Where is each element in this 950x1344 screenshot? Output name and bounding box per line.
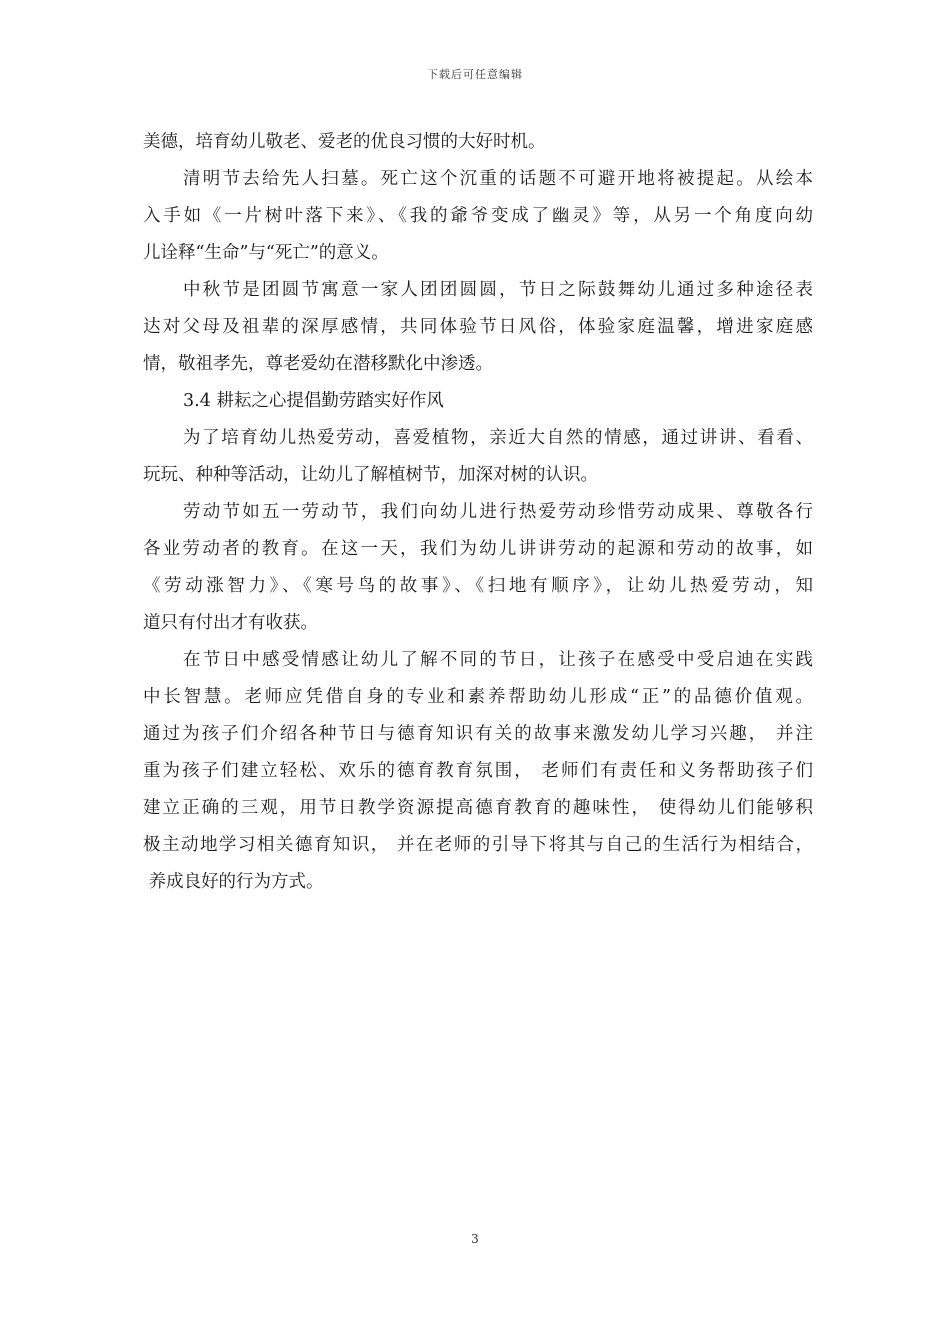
text-line: 儿诠释“生命”与“死亡”的意义。: [143, 243, 389, 263]
page-header: 下载后可任意编辑: [427, 68, 523, 81]
text-line: 通过为孩子们介绍各种节日与德育知识有关的故事来激发幼儿学习兴趣， 并注: [143, 724, 813, 744]
text-line: 情，敬祖孝先，尊老爱幼在潜移默化中渗透。: [143, 354, 493, 374]
text-line: 美德，培育幼儿敬老、爱老的优良习惯的大好时机。: [143, 132, 546, 152]
text-line: 《劳动涨智力》、《寒号鸟的故事》、《扫地有顺序》，让幼儿热爱劳动，知: [143, 576, 813, 596]
text-line: 玩玩、种种等活动，让幼儿了解植树节，加深对树的认识。: [143, 465, 598, 485]
page-number: 3: [471, 1232, 479, 1246]
text-line: 极主动地学习相关德育知识， 并在老师的引导下将其与自己的生活行为相结合，: [143, 835, 813, 855]
text-line: 中秋节是团圆节寓意一家人团团圆圆，节日之际鼓舞幼儿通过多种途径表: [183, 280, 813, 300]
text-line: 中长智慧。老师应凭借自身的专业和素养帮助幼儿形成“正”的品德价值观。: [143, 687, 813, 707]
text-line: 劳动节如五一劳动节，我们向幼儿进行热爱劳动珍惜劳动成果、尊敬各行: [183, 502, 813, 522]
text-line: 道只有付出才有收获。: [143, 613, 318, 633]
document-body: [143, 124, 813, 901]
text-line: 各业劳动者的教育。在这一天，我们为幼儿讲讲劳动的起源和劳动的故事，如: [143, 539, 813, 559]
text-line: 建立正确的三观，用节日教学资源提高德育教育的趣味性， 使得幼儿们能够积: [143, 798, 813, 818]
text-line: 重为孩子们建立轻松、欢乐的德育教育氛围， 老师们有责任和义务帮助孩子们: [143, 761, 813, 781]
text-line: 在节日中感受情感让幼儿了解不同的节日，让孩子在感受中受启迪在实践: [183, 650, 813, 670]
text-line: 养成良好的行为方式。: [143, 872, 324, 892]
text-line: 为了培育幼儿热爱劳动，喜爱植物，亲近大自然的情感，通过讲讲、看看、: [183, 428, 813, 448]
text-line: 达对父母及祖辈的深厚感情，共同体验节日风俗，体验家庭温馨，增进家庭感: [143, 317, 813, 337]
text-line: 清明节去给先人扫墓。死亡这个沉重的话题不可避开地将被提起。从绘本: [183, 169, 813, 189]
section-heading: 3.4 耕耘之心提倡勤劳踏实好作风: [183, 391, 444, 411]
text-line: 入手如《一片树叶落下来》、《我的爺爷变成了幽灵》等，从另一个角度向幼: [143, 206, 813, 226]
